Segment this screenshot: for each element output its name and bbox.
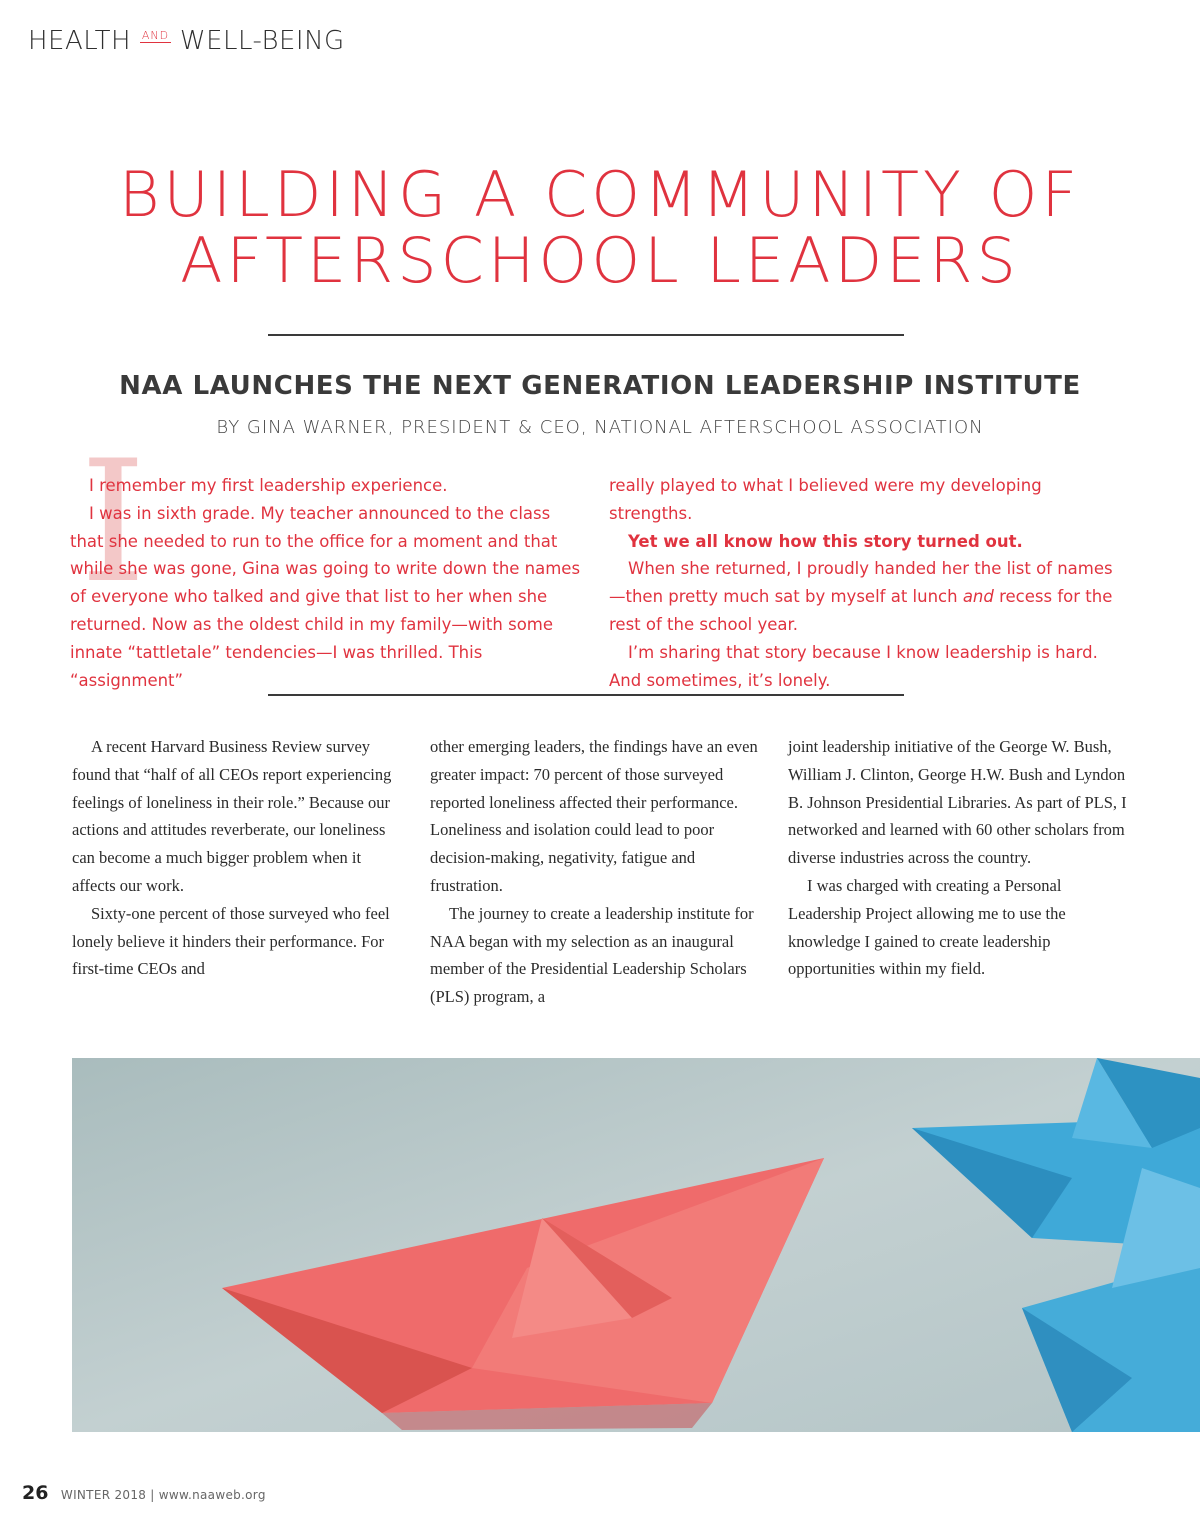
article-subtitle: NAA LAUNCHES THE NEXT GENERATION LEADERSHIP INSTITUTE <box>119 371 1081 401</box>
section-label-and: AND <box>141 29 170 42</box>
body-column-3 <box>788 733 1128 983</box>
intro-paragraph: I remember my first leadership experience. <box>89 476 448 495</box>
issue-and-website: WINTER 2018 | www.naaweb.org <box>60 1488 266 1502</box>
paper-boats-illustration <box>72 1058 1200 1432</box>
article-title-line1: BUILDING A COMMUNITY OF <box>118 158 1082 231</box>
body-paragraph: other emerging leaders, the findings have an even greater impact: 70 percent of those surveyed reported loneliness affected their performance. Loneliness and isolation could lead to poor decision-making, negativity, fatigue and frustration. <box>430 737 758 895</box>
body-column-2 <box>430 733 760 1011</box>
byline: BY GINA WARNER, PRESIDENT & CEO, NATIONAL AFTERSCHOOL ASSOCIATION <box>216 417 984 438</box>
intro-paragraph <box>609 555 1129 638</box>
body-column-1 <box>72 733 402 983</box>
intro-pull-sentence: Yet we all know how this story turned out. <box>628 531 1023 551</box>
drop-cap: I <box>80 424 147 620</box>
intro-text: When she returned, I proudly handed her the list of names—then pretty much sat by myself at lunch <box>609 559 1113 607</box>
intro-column-right <box>609 472 1129 694</box>
top-divider <box>268 334 904 336</box>
bottom-divider <box>268 694 904 696</box>
body-paragraph: joint leadership initiative of the George W. Bush, William J. Clinton, George H.W. Bush and Lyndon B. Johnson Presidential Libraries. As part of PLS, I networked and learned with 60 other scholars from diverse industries across the country. <box>788 737 1127 868</box>
section-label-wellbeing: WELL-BEING <box>179 26 345 56</box>
section-label <box>28 26 345 56</box>
article-title <box>0 158 1200 297</box>
intro-text: recess for the rest of the school year. <box>609 587 1113 634</box>
page-number: 26 <box>22 1482 49 1504</box>
body-paragraph: A recent Harvard Business Review survey found that “half of all CEOs report experiencing feelings of loneliness in their role.” Because our actions and attitudes reverberate, our loneliness can become a much bigger problem when it affects our work. <box>72 737 392 895</box>
intro-paragraph: I’m sharing that story because I know leadership is hard. And sometimes, it’s lonely. <box>609 642 1098 690</box>
section-label-health: HEALTH <box>28 26 132 56</box>
intro-emphasis: and <box>962 587 994 607</box>
intro-paragraph: I was in sixth grade. My teacher announced to the class that she needed to run to the office for a moment and that while she was gone, Gina was going to write down the names of everyone who talked and give that list to her when she returned. Now as the oldest child in my family—with some innate “tattletale” tendencies—I was thrilled. This “assignment” <box>70 503 581 690</box>
article-title-line2: AFTERSCHOOL LEADERS <box>180 224 1020 297</box>
intro-paragraph: really played to what I believed were my developing strengths. <box>609 476 1042 523</box>
body-paragraph: I was charged with creating a Personal Leadership Project allowing me to use the knowledge I gained to create leadership opportunities within my field. <box>788 875 1066 979</box>
intro-column-left <box>70 472 582 694</box>
page-footer <box>22 1482 266 1504</box>
body-paragraph: The journey to create a leadership institute for NAA began with my selection as an inaugural member of the Presidential Leadership Scholars (PLS) program, a <box>430 903 754 1007</box>
paper-boats-photo <box>72 1058 1200 1432</box>
body-paragraph: Sixty-one percent of those surveyed who feel lonely believe it hinders their performance. For first-time CEOs and <box>72 903 390 979</box>
